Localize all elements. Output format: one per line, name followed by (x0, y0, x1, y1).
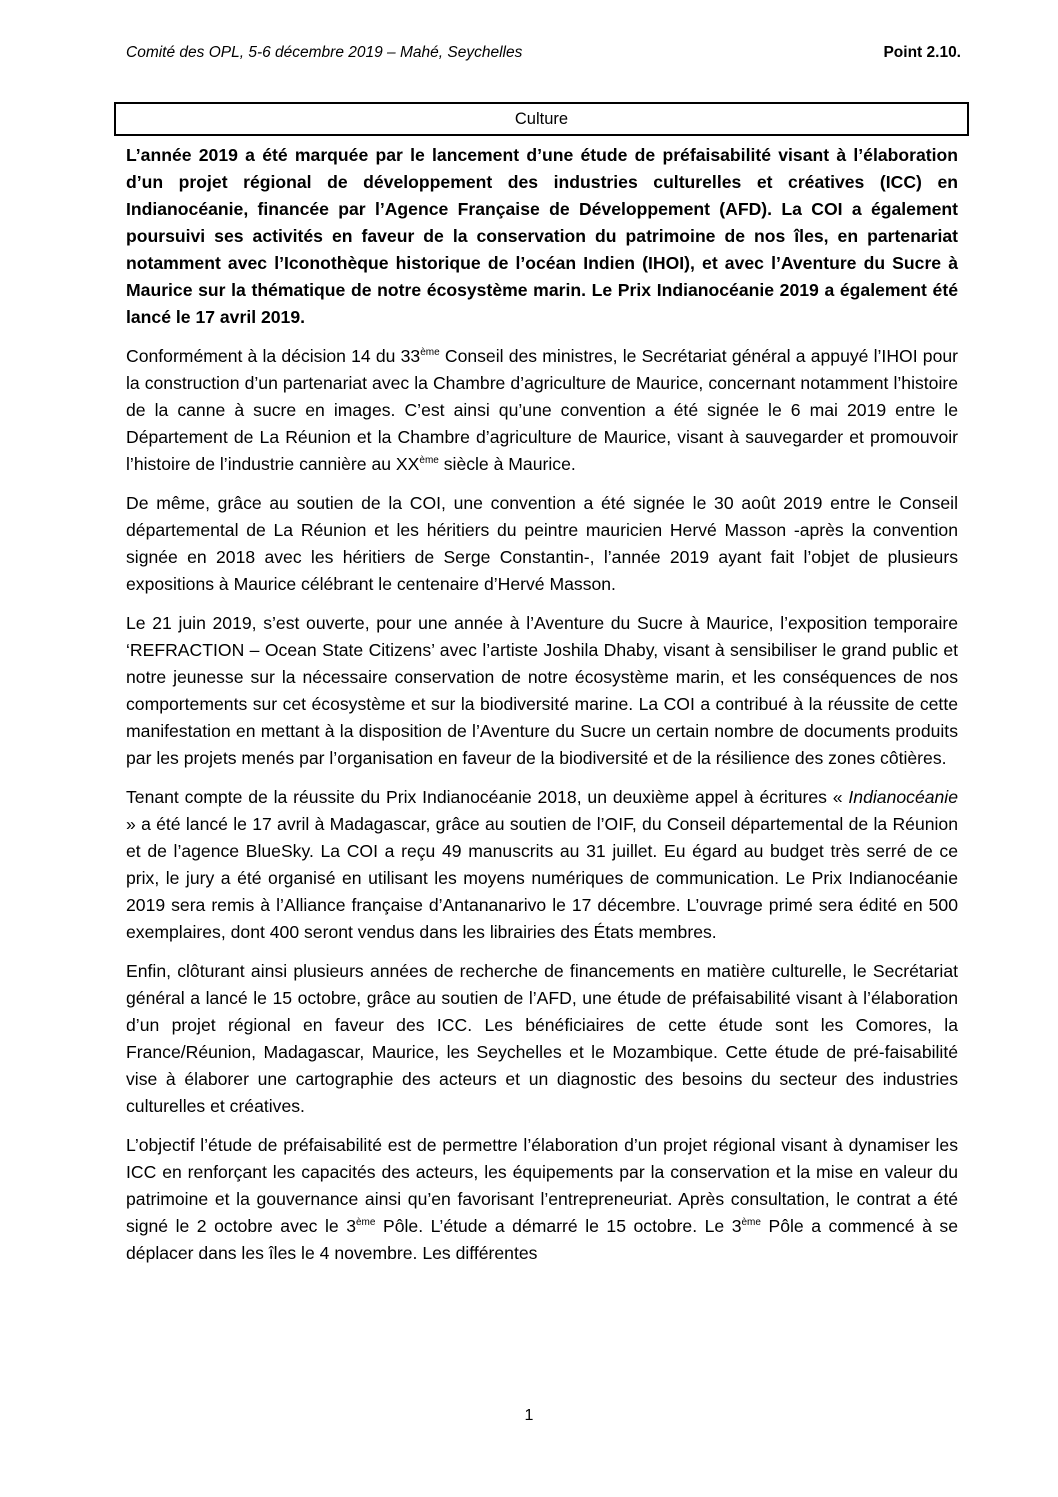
page-header-left: Comité des OPL, 5-6 décembre 2019 – Mahé, Seychelles (126, 44, 523, 61)
superscript: ème (420, 347, 440, 358)
superscript: ème (741, 1217, 761, 1228)
superscript: ème (356, 1217, 376, 1228)
page-number: 1 (524, 1407, 534, 1424)
page-header-right: Point 2.10. (883, 44, 961, 61)
italic-title: Indianocéanie (848, 787, 958, 807)
document-body (126, 142, 958, 1279)
paragraph-icc-study: Enfin, clôturant ainsi plusieurs années de recherche de financements en matière culturelle, le Secrétariat général a lancé le 15 octobre, grâce au soutien de l’AFD, une étude de préfaisabilité visant à l’élaboration d’un projet régional en faveur des ICC. Les bénéficiaires de cette étude sont les Comores, la France/Réunion, Madagascar, Maurice, les Seychelles et le Mozambique. Cette étude de pré-faisabilité vise à élaborer une cartographie des acteurs et un diagnostic des besoins du secteur des industries culturelles et créatives. (126, 961, 958, 1116)
text-run: Pôle. L’étude a démarré le 15 octobre. Le 3 (375, 1216, 742, 1236)
paragraph-prix-indianoceanie (126, 784, 958, 946)
text-run: L’objectif l’étude de préfaisabilité est de permettre l’élaboration d’un projet régional visant à dynamiser les ICC en renforçant les capacités des acteurs, les équipements par la conservation et la mise en valeur du patrimoine et la gouvernance ainsi qu’en favorisant l’entrepreneuriat. Après consultation, le contrat a été signé le 2 octobre avec le 3 (126, 1135, 958, 1236)
paragraph-ihoi-convention (126, 343, 958, 478)
paragraph-refraction-exhibition: Le 21 juin 2019, s’est ouverte, pour une année à l’Aventure du Sucre à Maurice, l’exposition temporaire ‘REFRACTION – Ocean State Citizens’ avec l’artiste Joshila Dhaby, visant à sensibiliser le grand public et notre jeunesse sur la nécessaire conservation de notre écosystème marin, et les conséquences de nos comportements sur cet écosystème et sur la biodiversité marine. La COI a contribué à la réussite de cette manifestation en mettant à la disposition de l’Aventure du Sucre un certain nombre de documents produits par les projets menés par l’organisation en faveur de la biodiversité et de la résilience des zones côtières. (126, 613, 958, 768)
text-run: Pôle a commencé à se déplacer dans les îles le 4 novembre. Les différentes (126, 1216, 958, 1263)
section-title: Culture (514, 110, 569, 128)
text-run: Conformément à la décision 14 du 33 (126, 346, 421, 366)
text-run: Conseil des ministres, le Secrétariat général a appuyé l’IHOI pour la construction d’un partenariat avec la Chambre d’agriculture de Maurice, concernant notamment l’histoire de la canne à sucre en images. C’est ainsi qu’une convention a été signée le 6 mai 2019 entre le Département de La Réunion et la Chambre d’agriculture de Maurice, visant à sauvegarder et promouvoir l’histoire de l’industrie cannière au XX (126, 346, 958, 474)
paragraph-study-objective (126, 1132, 958, 1267)
superscript: ème (419, 455, 439, 466)
section-title-box (114, 102, 969, 136)
paragraph-herve-masson: De même, grâce au soutien de la COI, une convention a été signée le 30 août 2019 entre le Conseil départemental de La Réunion et les héritiers du peintre mauricien Hervé Masson -après la convention signée en 2018 avec les héritiers de Serge Constantin-, l’année 2019 ayant fait l’objet de plusieurs expositions à Maurice célébrant le centenaire d’Hervé Masson. (126, 493, 958, 594)
text-run: siècle à Maurice. (438, 454, 576, 474)
text-run: Tenant compte de la réussite du Prix Indianocéanie 2018, un deuxième appel à écritures « (126, 787, 849, 807)
text-run: » a été lancé le 17 avril à Madagascar, grâce au soutien de l’OIF, du Conseil départemental de la Réunion et de l’agence BlueSky. La COI a reçu 49 manuscrits au 31 juillet. Eu égard au budget très serré de ce prix, le jury a été organisé en utilisant les moyens numériques de communication. Le Prix Indianocéanie 2019 sera remis à l’Alliance française d’Antananarivo le 17 décembre. L’ouvrage primé sera édité en 500 exemplaires, dont 400 seront vendus dans les librairies des États membres. (126, 814, 958, 942)
intro-paragraph: L’année 2019 a été marquée par le lancement d’une étude de préfaisabilité visant à l’élaboration d’un projet régional de développement des industries culturelles et créatives (ICC) en Indianocéanie, financée par l’Agence Française de Développement (AFD). La COI a également poursuivi ses activités en faveur de la conservation du patrimoine de nos îles, en partenariat notamment avec l’Iconothèque historique de l’océan Indien (IHOI), et avec l’Aventure du Sucre à Maurice sur la thématique de notre écosystème marin. Le Prix Indianocéanie 2019 a également été lancé le 17 avril 2019. (126, 145, 958, 327)
